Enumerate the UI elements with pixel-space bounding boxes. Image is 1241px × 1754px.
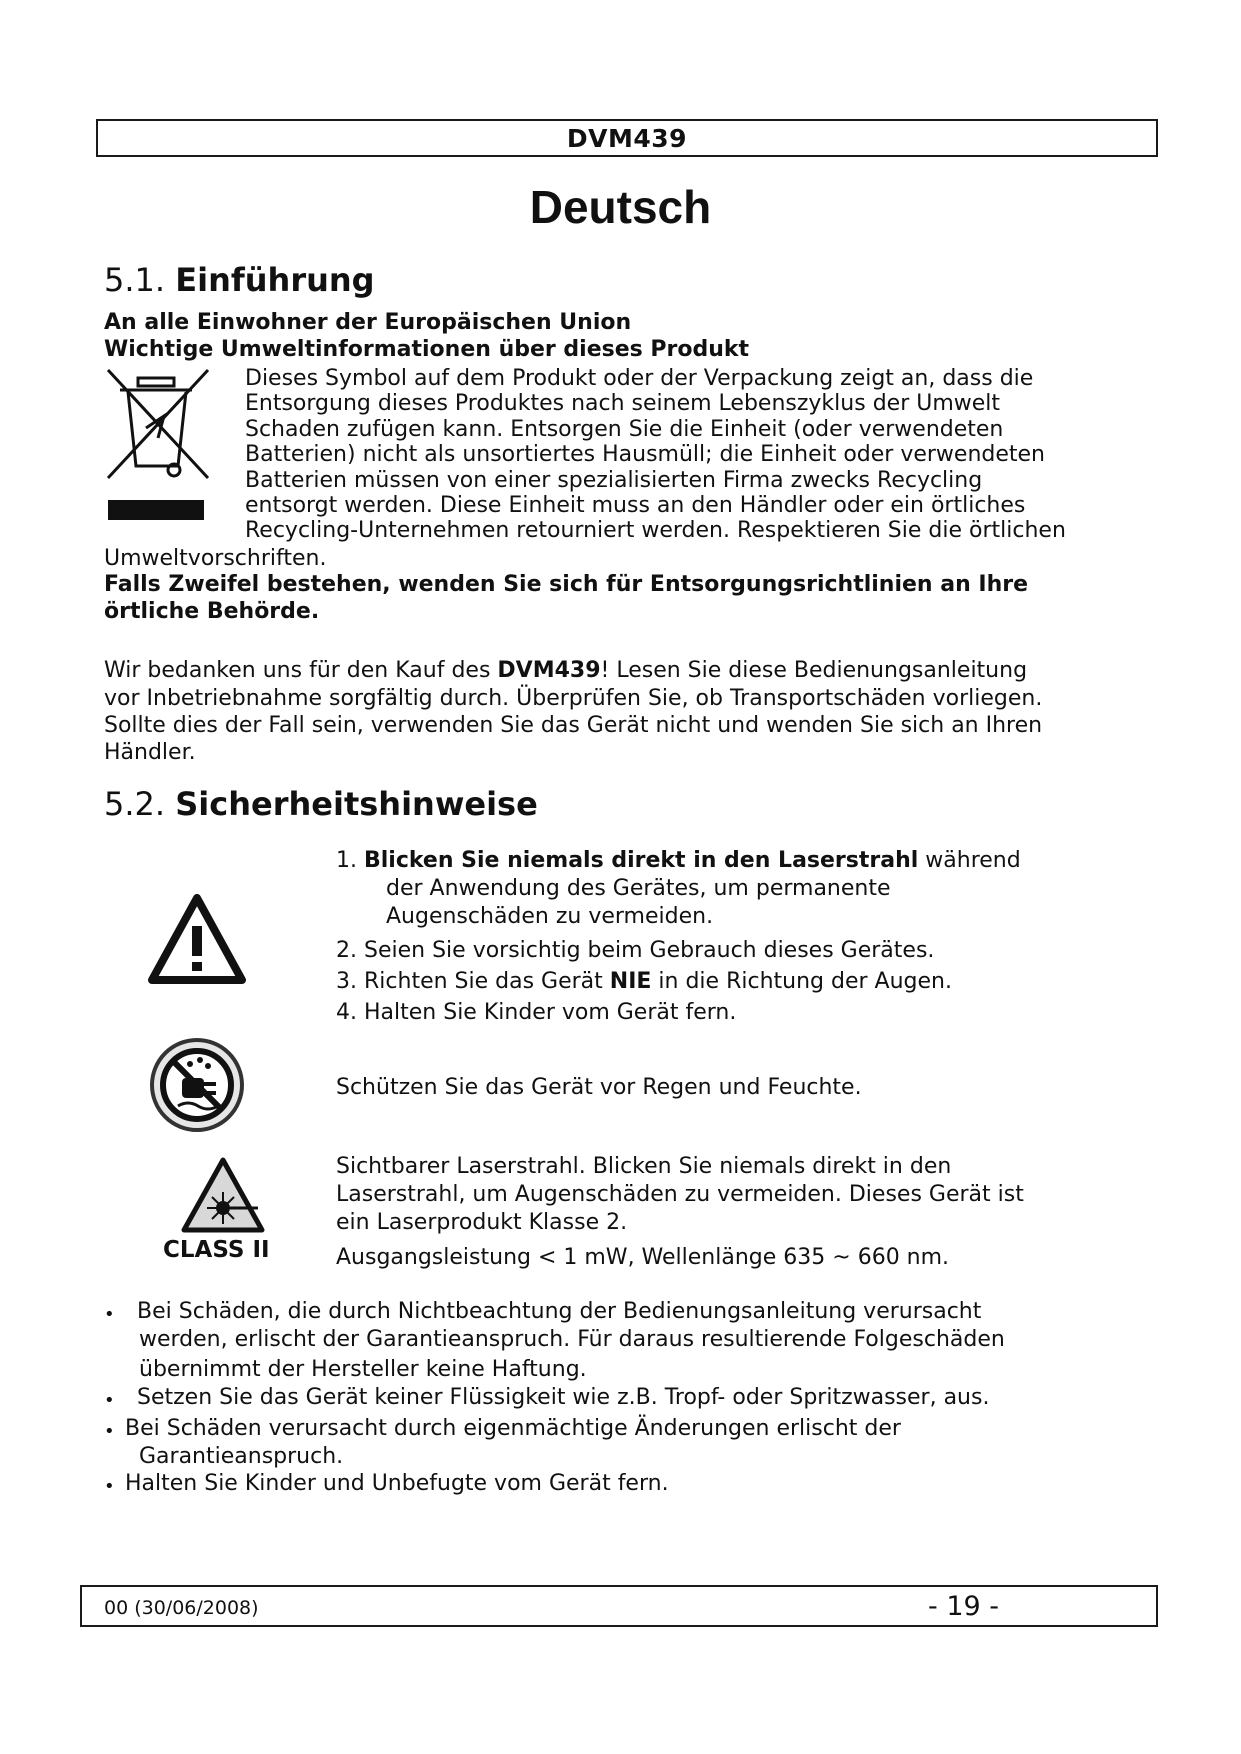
eu-residents-heading: An alle Einwohner der Europäischen Union <box>104 310 632 335</box>
text: Seien Sie vorsichtig beim Gebrauch dieses Gerätes. <box>364 938 935 963</box>
bullet-4: Halten Sie Kinder und Unbefugte vom Gerät fern. <box>125 1471 669 1496</box>
safety-item-2 <box>336 937 934 965</box>
item-number: 1. <box>336 848 357 873</box>
thanks-line-2: vor Inbetriebnahme sorgfältig durch. Überprüfen Sie, ob Transportschäden vorliegen. <box>104 686 1043 711</box>
bullet-marker: • <box>104 1421 115 1442</box>
text-line: entsorgt werden. Diese Einheit muss an den Händler oder ein örtliches <box>245 493 1026 519</box>
document-footer <box>80 1585 1158 1627</box>
weee-description <box>245 366 1066 544</box>
bullet-marker: • <box>104 1304 115 1325</box>
text: NIE <box>609 969 652 994</box>
no-moisture-icon <box>148 1036 246 1134</box>
text: Richten Sie das Gerät <box>364 969 610 994</box>
thanks-line-3: Sollte dies der Fall sein, verwenden Sie das Gerät nicht und wenden Sie sich an Ihren <box>104 713 1043 738</box>
safety-item-4 <box>336 999 736 1027</box>
text: in die Richtung der Augen. <box>651 969 952 994</box>
model-title: DVM439 <box>566 124 688 153</box>
version-date: 00 (30/06/2008) <box>104 1597 259 1619</box>
bullet-1-line-1: Bei Schäden, die durch Nichtbeachtung der Bedienungsanleitung verursacht <box>137 1299 982 1324</box>
safety-item-1 <box>336 847 1021 875</box>
warning-triangle-icon <box>148 894 246 984</box>
section-number: 5.2. <box>104 785 166 823</box>
weee-bin-icon <box>102 368 214 528</box>
text: ! Lesen Sie diese Bedienungsanleitung <box>600 658 1028 683</box>
laser-line-1: Sichtbarer Laserstrahl. Blicken Sie niemals direkt in den <box>336 1154 952 1179</box>
laser-line-2: Laserstrahl, um Augenschäden zu vermeiden. Dieses Gerät ist <box>336 1182 1024 1207</box>
environment-info-heading: Wichtige Umweltinformationen über dieses Produkt <box>104 337 750 362</box>
text: Wir bedanken uns für den Kauf des <box>104 658 498 683</box>
text: Blicken Sie niemals direkt in den Laserstrahl <box>364 848 919 873</box>
disposal-note-line-2: örtliche Behörde. <box>104 599 320 624</box>
model-name: DVM439 <box>497 658 601 683</box>
text-line: Recycling-Unternehmen retourniert werden. Respektieren Sie die örtlichen <box>245 518 1066 544</box>
laser-line-3: ein Laserprodukt Klasse 2. <box>336 1210 628 1235</box>
rain-warning: Schützen Sie das Gerät vor Regen und Feuchte. <box>336 1075 862 1100</box>
bullet-3-line-2: Garantieanspruch. <box>139 1444 344 1469</box>
document-header <box>96 119 1158 157</box>
text-line: Schaden zufügen kann. Entsorgen Sie die Einheit (oder verwendeten <box>245 416 1004 442</box>
safety-item-1-line-3: Augenschäden zu vermeiden. <box>386 904 714 929</box>
bullet-3-line-1: Bei Schäden verursacht durch eigenmächtige Änderungen erlischt der <box>125 1416 901 1441</box>
disposal-note-line-1: Falls Zweifel bestehen, wenden Sie sich für Entsorgungsrichtlinien an Ihre <box>104 572 1029 597</box>
item-number: 2. <box>336 938 357 963</box>
thanks-line-1 <box>104 657 1027 684</box>
bullet-2: Setzen Sie das Gerät keiner Flüssigkeit wie z.B. Tropf- oder Spritzwasser, aus. <box>137 1385 990 1410</box>
text-line: Entsorgung dieses Produktes nach seinem Lebenszyklus der Umwelt <box>245 391 1001 417</box>
item-number: 4. <box>336 1000 357 1025</box>
item-number: 3. <box>336 969 357 994</box>
section-number: 5.1. <box>104 261 166 299</box>
text: während <box>918 848 1021 873</box>
safety-item-1-line-2: der Anwendung des Gerätes, um permanente <box>386 876 891 901</box>
section-5-2-heading <box>104 784 538 824</box>
text-line: Dieses Symbol auf dem Produkt oder der Verpackung zeigt an, dass die <box>245 366 1034 391</box>
bullet-marker: • <box>104 1476 115 1497</box>
bullet-1-line-2: werden, erlischt der Garantieanspruch. Für daraus resultierende Folgeschäden <box>139 1327 1005 1352</box>
bullet-1-line-3: übernimmt der Hersteller keine Haftung. <box>139 1357 587 1382</box>
laser-warning-icon <box>180 1156 266 1234</box>
laser-class-label: CLASS II <box>163 1237 270 1263</box>
section-5-1-heading <box>104 260 375 300</box>
weee-description-tail: Umweltvorschriften. <box>104 546 327 571</box>
bullet-marker: • <box>104 1390 115 1411</box>
page-number: - 19 - <box>928 1591 1000 1622</box>
language-title: Deutsch <box>529 181 712 233</box>
laser-line-4: Ausgangsleistung < 1 mW, Wellenlänge 635 ~ 660 nm. <box>336 1245 950 1270</box>
section-title: Sicherheitshinweise <box>175 785 538 823</box>
text-line: Batterien) nicht als unsortiertes Hausmüll; die Einheit oder verwendeten <box>245 442 1046 468</box>
text-line: Batterien müssen von einer spezialisierten Firma zwecks Recycling <box>245 467 983 493</box>
thanks-line-4: Händler. <box>104 740 196 765</box>
safety-item-3 <box>336 968 952 996</box>
section-title: Einführung <box>175 261 375 299</box>
text: Halten Sie Kinder vom Gerät fern. <box>364 1000 737 1025</box>
